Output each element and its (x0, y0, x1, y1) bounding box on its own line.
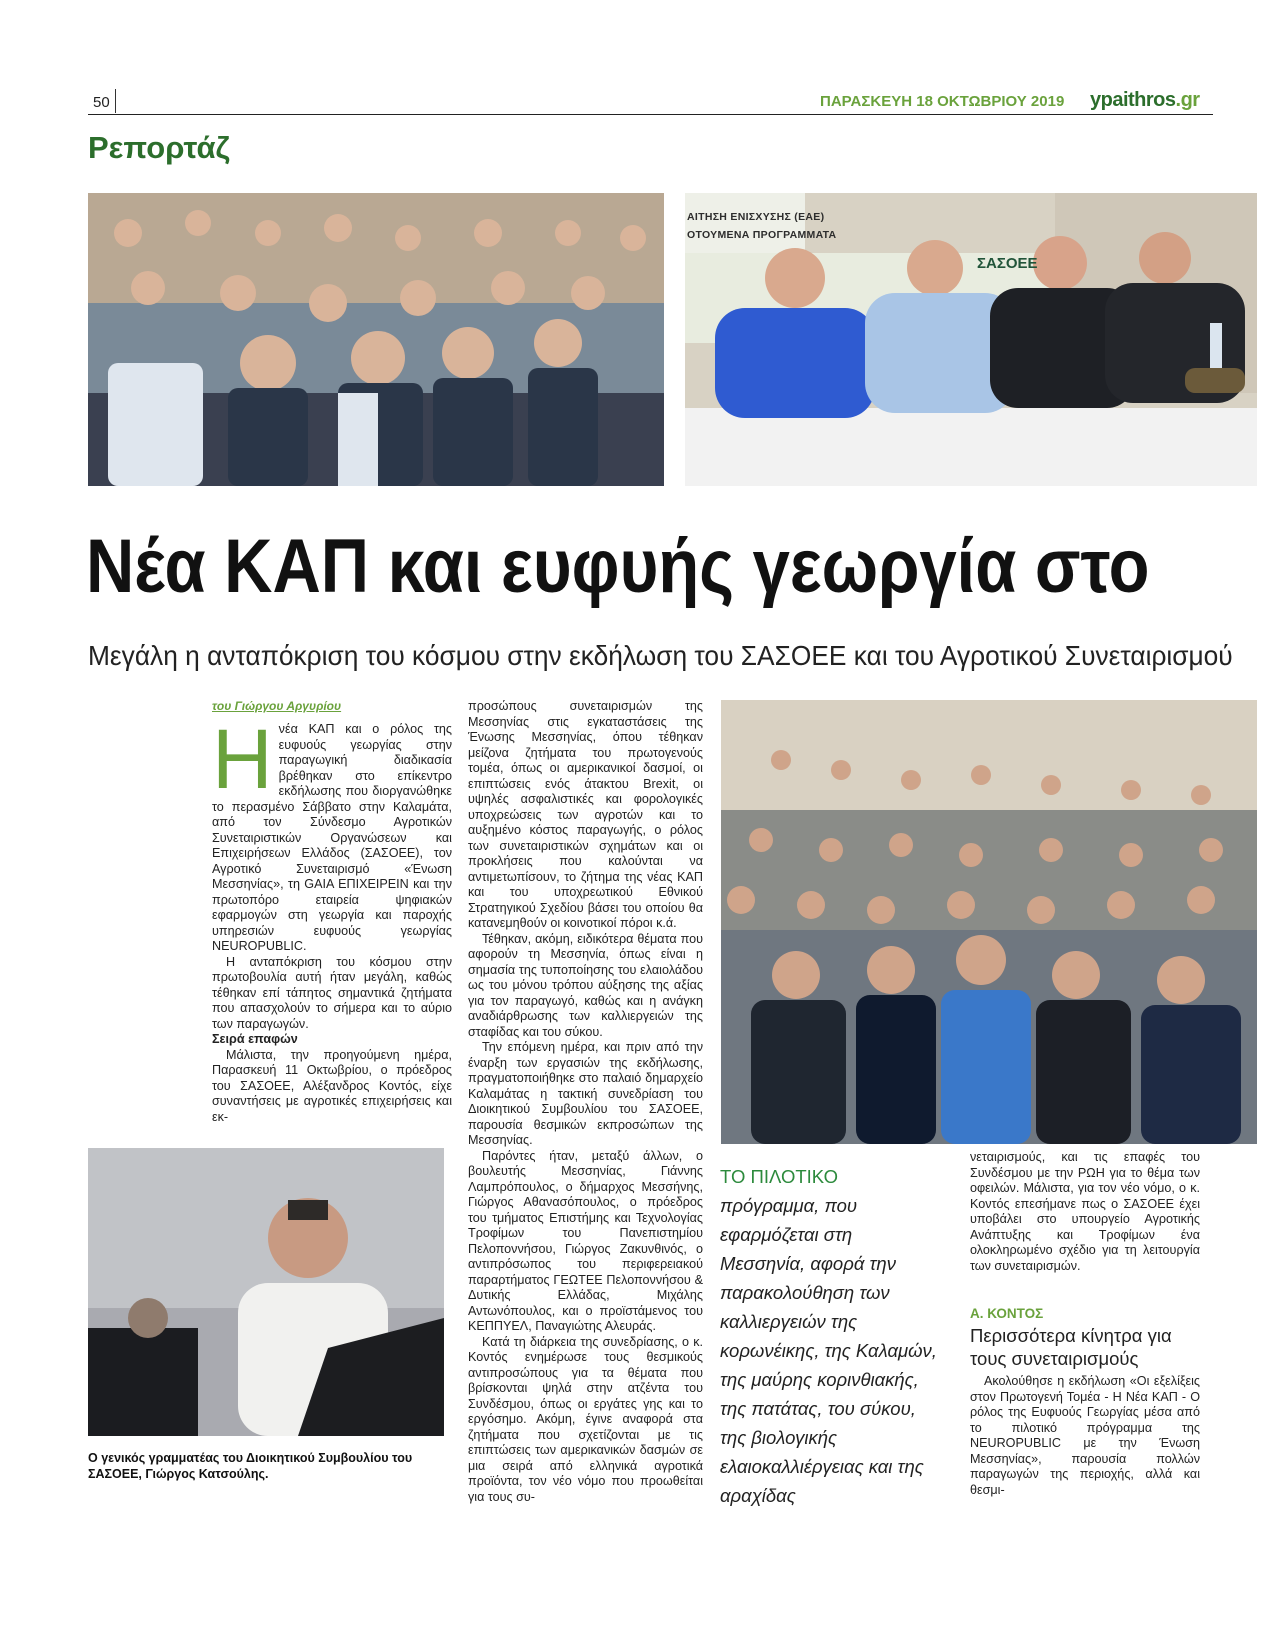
drop-cap: Η (212, 712, 273, 806)
photo-caption: Ο γενικός γραμματέας του Διοικητικού Συμβουλίου του ΣΑΣΟΕΕ, Γιώργος Κατσούλης. (88, 1451, 413, 1481)
page-number: 50 (93, 94, 110, 111)
photo-speaker (88, 1148, 444, 1436)
site-logo[interactable] (1090, 89, 1200, 112)
col1-paragraph-2: Η ανταπόκριση του κόσμου στην πρωτοβουλία αυτή ήταν μεγάλη, καθώς τέθηκαν επί τάπητος σημαντικά ζητήματα που απασχολούν το σήμερα και το αύριο των παραγωγών. (212, 954, 452, 1031)
header-divider (115, 89, 116, 113)
photo-audience-image (88, 193, 664, 486)
pull-quote (720, 1162, 940, 1510)
header-rule (88, 114, 1213, 115)
section-title: Ρεπορτάζ (88, 130, 230, 165)
photo-panel (685, 193, 1257, 486)
logo-main: ypaithros (1090, 89, 1176, 111)
col1-paragraph-1: νέα ΚΑΠ και ο ρόλος της ευφυούς γεωργίας στην παραγωγική διαδικασία βρέθηκαν στο επίκεντρο εκδήλωσης που διοργανώθηκε το περασμένο Σάββατο στην Καλαμάτα, από τον Σύνδεσμο Αγροτικών Συνεταιριστικών Οργανώσεων και Επιχειρήσεων Ελλάδος (ΣΑΣΟΕΕ), τον Αγροτικό Συνεταιρισμό «Ένωση Μεσσηνίας», τη GAIA ΕΠΙΧΕΙΡΕΙΝ και την πρωτοπόρο εταιρεία ψηφιακών εφαρμογών στη γεωργία και παροχής υπηρεσιών ευφυούς γεωργίας NEUROPUBLIC. (212, 722, 452, 953)
headline: Νέα ΚΑΠ και ευφυής γεωργία στο (86, 524, 1150, 609)
pull-quote-lead: ΤΟ ΠΙΛΟΤΙΚΟ (720, 1166, 838, 1187)
col2-paragraph-3: Την επόμενη ημέρα, και πριν από την έναρξη των εργασιών της εκδήλωσης, πραγματοποιήθηκε στο παλαιό δημαρχείο Καλαμάτας η τακτική συνεδρίαση του Διοικητικού Συμβουλίου του ΣΑΣΟΕΕ, παρουσία θεσμικών εκπροσώπων της Μεσσηνίας. (468, 1040, 703, 1147)
article-column-4 (970, 1150, 1200, 1274)
logo-suffix: .gr (1175, 89, 1200, 111)
interview-title: Περισσότερα κίνητρα για τους συνεταιρισμούς (970, 1325, 1172, 1369)
col1-paragraph-3: Μάλιστα, την προηγούμενη ημέρα, Παρασκευή 11 Οκτωβρίου, ο πρόεδρος του ΣΑΣΟΕΕ, Αλέξανδρος Κοντός, είχε συναντήσεις με αγροτικές επιχειρήσεις και εκ- (212, 1047, 452, 1124)
subtitle-contacts: Σειρά επαφών (212, 1032, 298, 1046)
col2-paragraph-5: Κατά τη διάρκεια της συνεδρίασης, ο κ. Κοντός ενημέρωσε τους θεσμικούς αντιπροσώπους για τα θέματα που βρίσκονται ψηλά στην ατζέντα του Συνδέσμου, όπως οι εργάτες γης και το εργόσημο. Ακόμη, έγινε αναφορά στα ζητήματα που σχετίζονται με τις επιπτώσεις των αμερικανικών δασμών σε μια σειρά από ελληνικά αγροτικά προϊόντα, τον νέο νόμο που προωθείται για τους συ- (468, 1334, 703, 1504)
banner-line-1: ΑΙΤΗΣΗ ΕΝΙΣΧΥΣΗΣ (ΕΑΕ) (687, 211, 825, 223)
article-column-2 (468, 699, 703, 1505)
article-column-4b (970, 1374, 1200, 1498)
photo-hall-image (721, 700, 1257, 1144)
col4-paragraph-1: νεταιρισμούς, και τις επαφές του Συνδέσμου με την ΡΩΗ για το θέμα των οφειλών. Μάλιστα, για τον νέο νόμο, ο κ. Κοντός επεσήμανε πως ο ΣΑΣΟΕΕ έχει υποβάλει στο υπουργείο Αγροτικής Ανάπτυξης και Τροφίμων ένα ολοκληρωμένο σχέδιο για τη λειτουργία των συνεταιρισμών. (970, 1150, 1200, 1273)
banner-line-2: ΟΤΟΥΜΕΝΑ ΠΡΟΓΡΑΜΜΑΤΑ (687, 229, 837, 241)
col2-paragraph-4: Παρόντες ήταν, μεταξύ άλλων, ο βουλευτής Μεσσηνίας, Γιάννης Λαμπρόπουλος, ο δήμαρχος Μεσσήνης, Γιώργος Αθανασόπουλος, ο πρόεδρος του τμήματος Επιστήμης και Τεχνολογίας Τροφίμων του Πανεπιστημίου Πελοποννήσου, Γιώργος Ζακυνθινός, ο αντιπρόσωπος του περιφερειακού παραρτήματος ΓΕΩΤΕΕ Πελοποννήσου & Δυτικής Ελλάδας, Μιχάλης Αντωνόπουλος, και ο προϊστάμενος του ΚΕΠΠΥΕΛ, Παναγιώτης Αλευράς. (468, 1148, 703, 1333)
photo-hall (721, 700, 1257, 1144)
col2-paragraph-2: Τέθηκαν, ακόμη, ειδικότερα θέματα που αφορούν τη Μεσσηνία, όπως είναι η σημασία της τυποποίησης του ελαιολάδου ως του μόνου τρόπου αύξησης της αξίας για τον παραγωγό, καθώς και η ανάγκη αναδιάρθρωσης των καλλιεργειών της σταφίδας και του σύκου. (468, 931, 703, 1039)
interview-label: Α. ΚΟΝΤΟΣ (970, 1306, 1044, 1321)
photo-speaker-image (88, 1148, 444, 1436)
photo-audience (88, 193, 664, 486)
issue-date: ΠΑΡΑΣΚΕΥΗ 18 ΟΚΤΩΒΡΙΟΥ 2019 (820, 93, 1065, 110)
col4-paragraph-2: Ακολούθησε η εκδήλωση «Οι εξελίξεις στον Πρωτογενή Τομέα - Η Νέα ΚΑΠ - Ο ρόλος της Ευφυούς Γεωργίας μέσα από το πιλοτικό πρόγραμμα της NEUROPUBLIC με την Ένωση Μεσσηνίας», παρουσία πολλών παραγωγών της περιοχής, αλλά και θεσμι- (970, 1374, 1200, 1497)
subheadline: Μεγάλη η ανταπόκριση του κόσμου στην εκδήλωση του ΣΑΣΟΕΕ και του Αγροτικού Συνεταιρισμού (88, 640, 1233, 671)
banner-brand: ΣΑΣΟΕΕ (977, 255, 1038, 272)
article-column-1 (212, 712, 452, 1125)
pull-quote-text: πρόγραμμα, που εφαρμόζεται στη Μεσσηνία, αφορά την παρακολούθηση των καλλιεργειών της κορωνέικης, της Καλαμών, της μαύρης κορινθιακής, της πατάτας, του σύκου, της βιολογικής ελαιοκαλλιέργειας και της αραχίδας (720, 1195, 937, 1506)
col2-paragraph-1: προσώπους συνεταιρισμών της Μεσσηνίας στις εγκαταστάσεις της Ένωσης Μεσσηνίας, όπου τέθηκαν μείζονα ζητήματα του πρωτογενούς τομέα, όπως οι αμερικανικοί δασμοί, οι επιπτώσεις ενός άτακτου Brexit, οι υψηλές ασφαλιστικές και φορολογικές υποχρεώσεις των αγροτών και το αυξημένο κόστος παραγωγής, ο ρόλος των συνεταιριστικών σχημάτων και οι προκλήσεις που καλούνται να αντιμετωπίσουν, το ζήτημα της νέας ΚΑΠ και του υποχρεωτικού Εθνικού Στρατηγικού Σχεδίου βάσει του οποίου θα κατανεμηθούν οι κοινοτικοί πόροι κ.ά. (468, 699, 703, 930)
byline: του Γιώργου Αργυρίου (212, 699, 342, 713)
